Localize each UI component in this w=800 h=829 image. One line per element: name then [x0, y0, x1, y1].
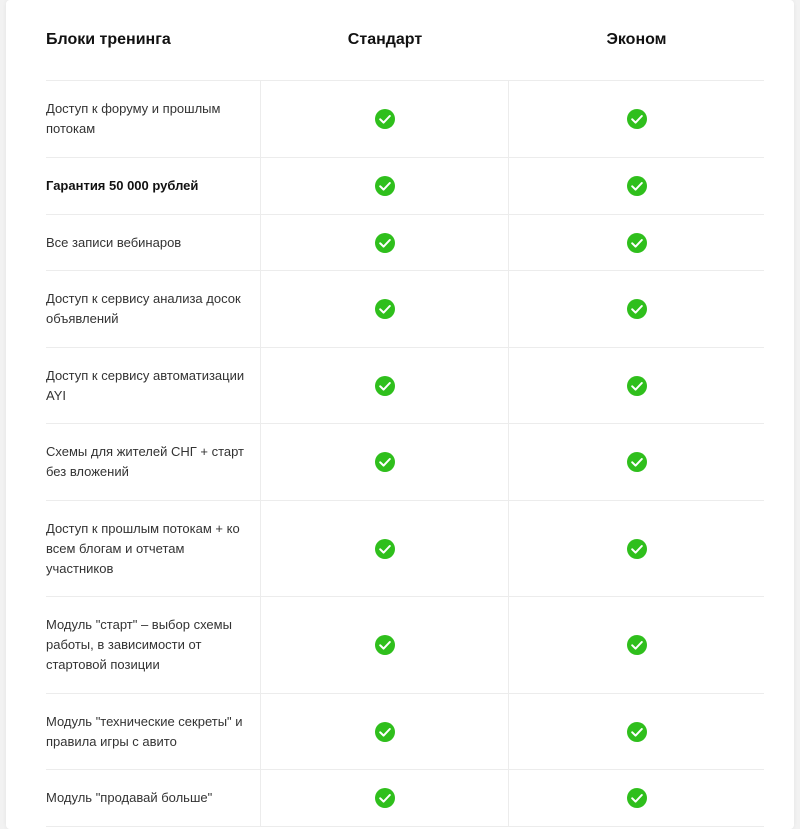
check-icon [627, 452, 647, 472]
table-header [46, 0, 764, 81]
economy-cell [509, 694, 764, 769]
check-icon [375, 722, 395, 742]
check-icon [627, 233, 647, 253]
table-row [46, 597, 764, 694]
check-icon [375, 452, 395, 472]
row-label: Все записи вебинаров [46, 215, 261, 270]
check-icon [627, 788, 647, 808]
check-icon [627, 109, 647, 129]
table-row [46, 770, 764, 827]
standard-cell [261, 271, 509, 347]
check-icon [627, 376, 647, 396]
economy-cell [509, 501, 764, 596]
economy-cell [509, 158, 764, 214]
table-row [46, 215, 764, 271]
standard-cell [261, 770, 509, 826]
comparison-card [6, 0, 794, 829]
table-row [46, 501, 764, 597]
economy-cell [509, 770, 764, 826]
check-icon [375, 539, 395, 559]
row-label: Доступ к сервису автоматизации AYI [46, 348, 261, 423]
check-icon [627, 722, 647, 742]
check-icon [375, 176, 395, 196]
check-icon [375, 376, 395, 396]
check-icon [375, 109, 395, 129]
table-row [46, 348, 764, 424]
economy-cell [509, 271, 764, 347]
standard-cell [261, 81, 509, 157]
row-label: Модуль "старт" – выбор схемы работы, в зависимости от стартовой позиции [46, 597, 261, 693]
check-icon [375, 788, 395, 808]
check-icon [375, 233, 395, 253]
economy-cell [509, 424, 764, 500]
row-label: Доступ к форуму и прошлым потокам [46, 81, 261, 157]
check-icon [375, 635, 395, 655]
check-icon [627, 539, 647, 559]
check-icon [627, 299, 647, 319]
standard-cell [261, 597, 509, 693]
standard-cell [261, 158, 509, 214]
standard-cell [261, 348, 509, 423]
comparison-table [46, 0, 764, 827]
check-icon [375, 299, 395, 319]
row-label: Схемы для жителей СНГ + старт без вложений [46, 424, 261, 500]
standard-cell [261, 215, 509, 270]
row-label: Доступ к сервису анализа досок объявлений [46, 271, 261, 347]
row-label: Доступ к прошлым потокам + ко всем блогам и отчетам участников [46, 501, 261, 596]
table-row [46, 271, 764, 348]
standard-cell [261, 694, 509, 769]
economy-cell [509, 597, 764, 693]
table-row [46, 158, 764, 215]
check-icon [627, 635, 647, 655]
table-row [46, 424, 764, 501]
economy-cell [509, 81, 764, 157]
standard-cell [261, 424, 509, 500]
economy-cell [509, 348, 764, 423]
check-icon [627, 176, 647, 196]
header-blocks: Блоки тренинга [46, 31, 171, 48]
table-body [46, 81, 764, 827]
economy-cell [509, 215, 764, 270]
row-label: Модуль "продавай больше" [46, 770, 261, 826]
table-row [46, 81, 764, 158]
header-standard: Стандарт [347, 31, 423, 48]
table-row [46, 694, 764, 770]
header-economy: Эконом [606, 31, 667, 48]
standard-cell [261, 501, 509, 596]
row-label: Гарантия 50 000 рублей [46, 158, 261, 214]
row-label: Модуль "технические секреты" и правила игры с авито [46, 694, 261, 769]
